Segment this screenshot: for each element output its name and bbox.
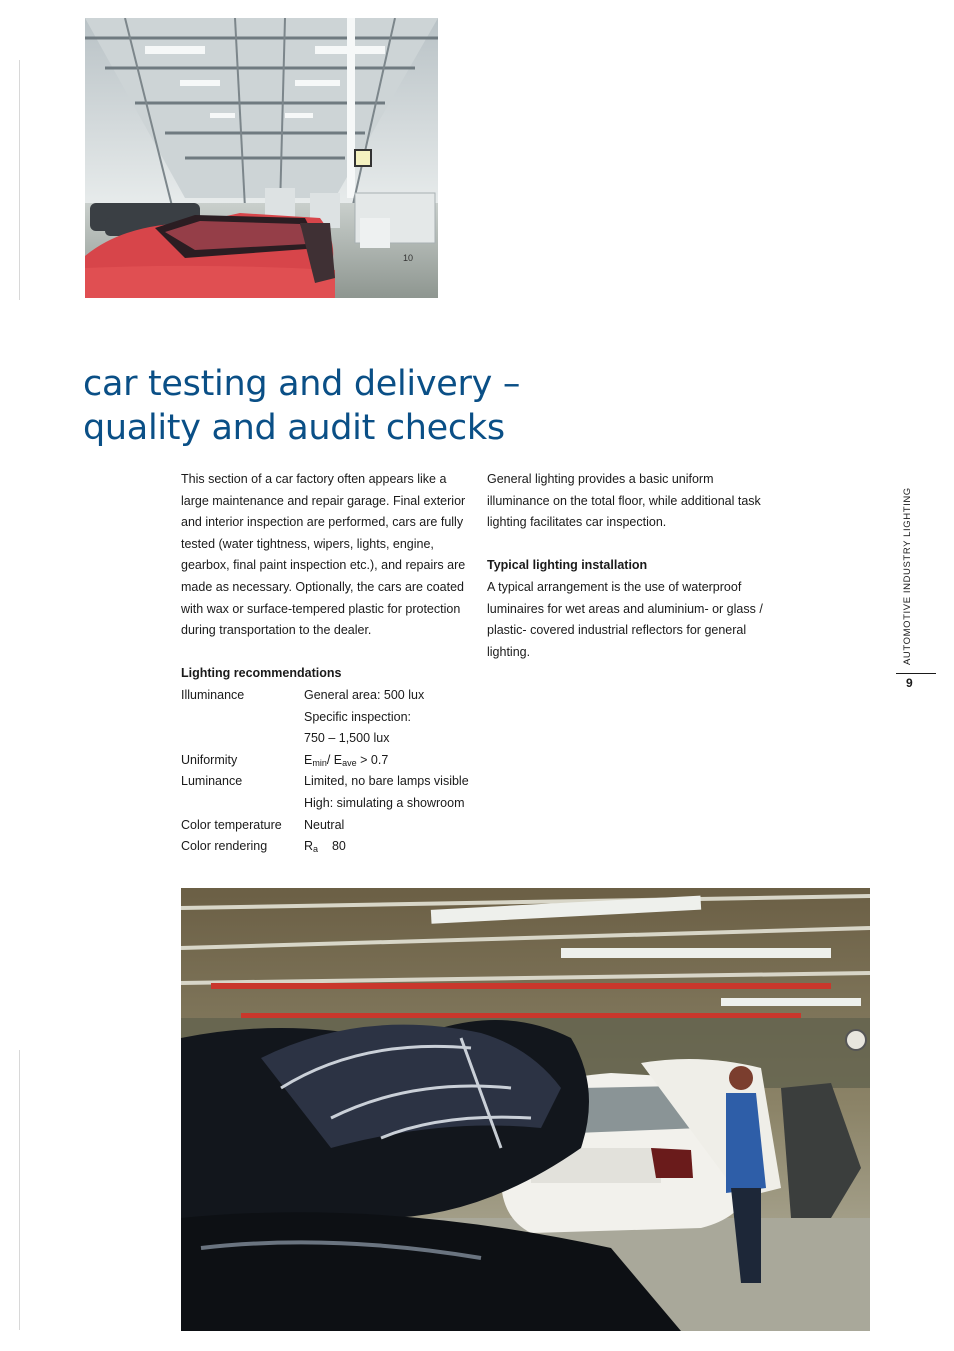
spec-value-rendering: $R_a$ 80 xyxy=(304,839,346,855)
spec-row xyxy=(181,771,476,793)
page-number: 9 xyxy=(906,676,913,690)
section-side-label: AUTOMOTIVE INDUSTRY LIGHTING xyxy=(902,487,913,665)
recommendations-heading: Lighting recommendations xyxy=(181,666,342,681)
spec-label: Color rendering xyxy=(181,839,268,854)
margin-rule xyxy=(19,60,20,300)
spec-row xyxy=(181,728,476,750)
margin-rule xyxy=(19,1050,20,1330)
assembly-line-photo xyxy=(181,888,870,1331)
spec-label: Illuminance xyxy=(181,687,245,702)
spec-row xyxy=(181,707,476,729)
spec-value: High: simulating a showroom xyxy=(304,795,465,810)
spec-value: Limited, no bare lamps visible xyxy=(304,774,469,789)
spec-label: Luminance xyxy=(181,774,243,789)
spec-value: Neutral xyxy=(304,817,345,832)
spec-value: General area: 500 lux xyxy=(304,687,425,702)
right-column xyxy=(487,469,767,663)
spec-row xyxy=(181,685,476,707)
spec-value-uniformity: $E_{min}/$ $E_{ave} > 0.7$ xyxy=(304,752,389,768)
left-column xyxy=(181,469,476,858)
side-divider xyxy=(896,673,936,674)
spec-label xyxy=(181,728,304,750)
installation-paragraph: A typical arrangement is the use of waterproof luminaires for wet areas and aluminium- or glass / plastic- covered industrial reflectors for general lighting. xyxy=(487,579,763,659)
spec-row xyxy=(181,815,476,837)
spec-value: Specific inspection: xyxy=(304,709,412,724)
spec-label xyxy=(181,793,304,815)
spec-row xyxy=(181,836,476,858)
general-lighting-paragraph: General lighting provides a basic uniform illuminance on the total floor, while additional task lighting facilitates car inspection. xyxy=(487,472,761,530)
station-number: 10 xyxy=(403,253,414,263)
recommendations-table xyxy=(181,685,476,858)
spec-row xyxy=(181,793,476,815)
spec-value: 750 – 1,500 lux xyxy=(304,731,390,746)
installation-heading: Typical lighting installation xyxy=(487,558,648,573)
intro-paragraph: This section of a car factory often appears like a large maintenance and repair garage. Final exterior and interior inspection are performed, cars are fully tested (water tightness, wipers, lights, engine, gearbox, final paint inspection etc.), and repairs are made as necessary. Optionally, the cars are coated with wax or surface-tempered plastic for protection during transportation to the dealer. xyxy=(181,472,466,638)
spec-label: Uniformity xyxy=(181,752,238,767)
spec-label: Color temperature xyxy=(181,817,282,832)
spec-row xyxy=(181,750,476,772)
title-line-1: car testing and delivery – xyxy=(83,364,521,404)
page-title xyxy=(83,362,683,450)
spec-label xyxy=(181,707,304,729)
title-line-2: quality and audit checks xyxy=(83,408,505,448)
inspection-hall-photo xyxy=(85,18,438,298)
